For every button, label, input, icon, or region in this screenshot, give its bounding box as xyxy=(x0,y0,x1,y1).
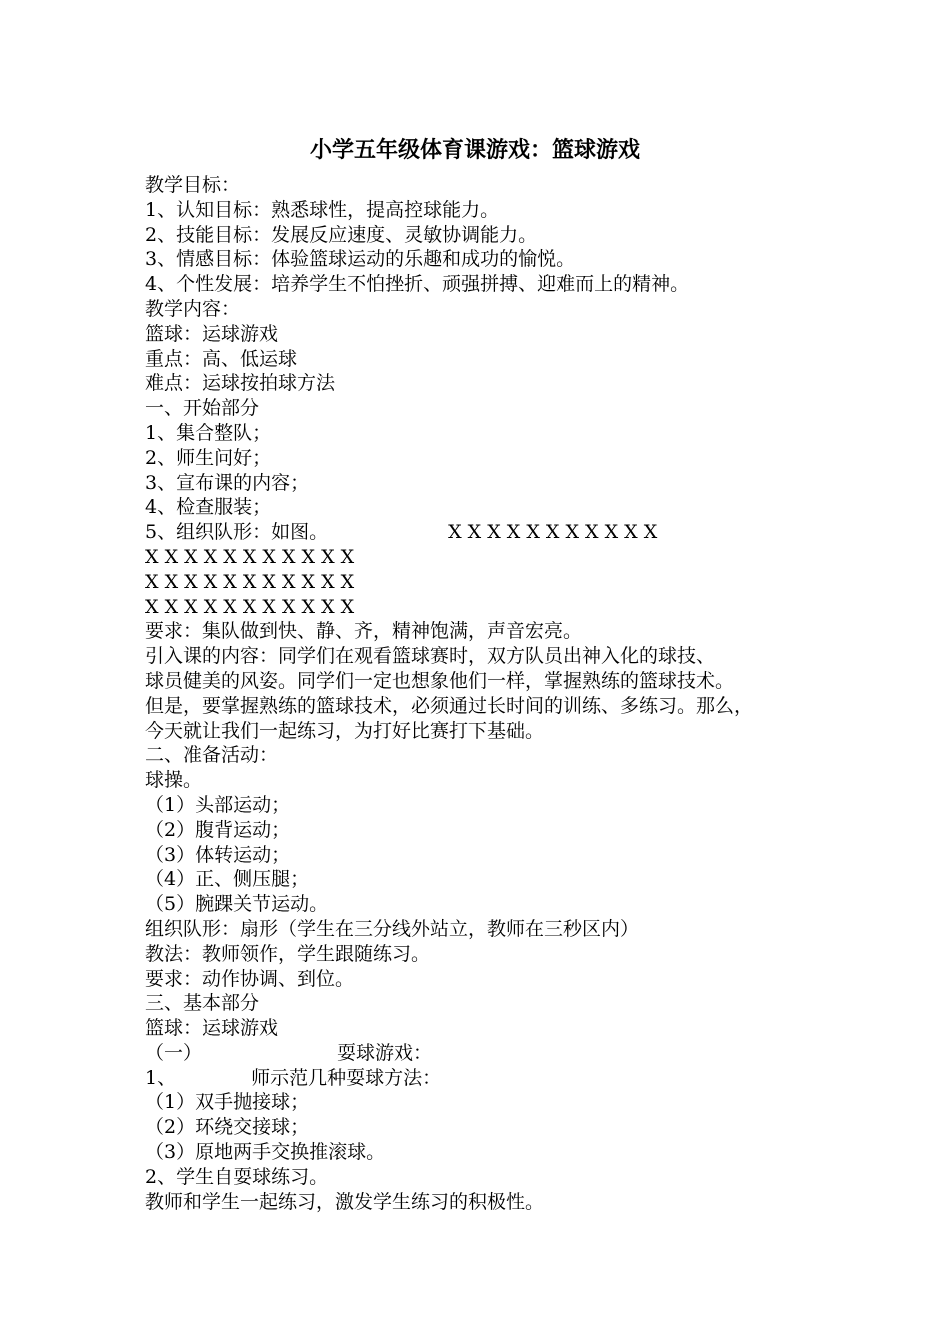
text-line: （1）双手抛接球； xyxy=(145,1091,310,1114)
text-line: 4、个性发展：培养学生不怕挫折、顽强拼搏、迎难而上的精神。 xyxy=(145,273,690,296)
text-line: 二、准备活动： xyxy=(145,744,279,767)
text-line: （2）环绕交接球； xyxy=(145,1116,310,1139)
text-line: （3）原地两手交换推滚球。 xyxy=(145,1141,386,1164)
text-line: （2）腹背运动； xyxy=(145,818,291,841)
text-line: 3、情感目标：体验篮球运动的乐趣和成功的愉悦。 xyxy=(145,248,576,271)
demo-text: 师示范几种耍球方法： xyxy=(251,1066,442,1089)
text-line: （3）体转运动； xyxy=(145,843,291,866)
text-line: 2、技能目标：发展反应速度、灵敏协调能力。 xyxy=(145,223,538,246)
text-line: 球操。 xyxy=(145,769,203,792)
text-line: 教学目标： xyxy=(145,174,241,196)
text-line: 要求：动作协调、到位。 xyxy=(145,967,355,990)
text-line: 组织队形：扇形（学生在三分线外站立，教师在三秒区内） xyxy=(145,917,640,940)
part-one-text: 耍球游戏： xyxy=(337,1041,433,1064)
document-title: 小学五年级体育课游戏：篮球游戏 xyxy=(309,138,640,163)
formation-row: X X X X X X X X X X X xyxy=(145,570,355,593)
text-line: 三、基本部分 xyxy=(145,992,260,1015)
formation-label: 5、组织队形：如图。 xyxy=(145,521,329,544)
text-line: 但是，要掌握熟练的篮球技术，必须通过长时间的训练、多练习。那么， xyxy=(145,694,754,717)
text-line: 3、宣布课的内容； xyxy=(145,471,310,494)
text-line: 球员健美的风姿。同学们一定也想象他们一样，掌握熟练的篮球技术。 xyxy=(145,669,735,692)
text-line: 1、认知目标：熟悉球性，提高控球能力。 xyxy=(145,198,500,221)
formation-row: X X X X X X X X X X X xyxy=(145,595,355,618)
formation-line xyxy=(145,520,835,545)
part-one-heading xyxy=(145,1041,835,1066)
demo-line xyxy=(145,1066,835,1091)
part-one-number: （一） xyxy=(145,1041,203,1064)
text-line: 篮球：运球游戏 xyxy=(145,1017,279,1040)
text-line: （5）腕踝关节运动。 xyxy=(145,893,329,916)
demo-number: 1、 xyxy=(145,1066,177,1089)
formation-row: X X X X X X X X X X X xyxy=(145,545,355,568)
text-line: 2、学生自耍球练习。 xyxy=(145,1165,329,1188)
text-line: （4）正、侧压腿； xyxy=(145,868,310,891)
text-line: 一、开始部分 xyxy=(145,397,260,420)
text-line: （1）头部运动； xyxy=(145,793,291,816)
text-line: 引入课的内容：同学们在观看篮球赛时，双方队员出神入化的球技、 xyxy=(145,645,716,668)
text-line: 教法：教师领作，学生跟随练习。 xyxy=(145,942,431,965)
text-line: 1、集合整队； xyxy=(145,421,272,444)
text-line: 教师和学生一起练习，激发学生练习的积极性。 xyxy=(145,1190,545,1213)
text-line: 今天就让我们一起练习，为打好比赛打下基础。 xyxy=(145,719,545,742)
text-line: 要求：集队做到快、静、齐，精神饱满，声音宏亮。 xyxy=(145,620,583,643)
formation-row: X X X X X X X X X X X xyxy=(448,521,658,544)
text-line: 篮球：运球游戏 xyxy=(145,322,279,345)
document-body xyxy=(145,173,835,1214)
text-line: 重点：高、低运球 xyxy=(145,347,298,370)
text-line: 4、检查服装； xyxy=(145,496,272,519)
text-line: 难点：运球按拍球方法 xyxy=(145,372,336,395)
text-line: 2、师生问好； xyxy=(145,446,272,469)
text-line: 教学内容： xyxy=(145,297,241,320)
